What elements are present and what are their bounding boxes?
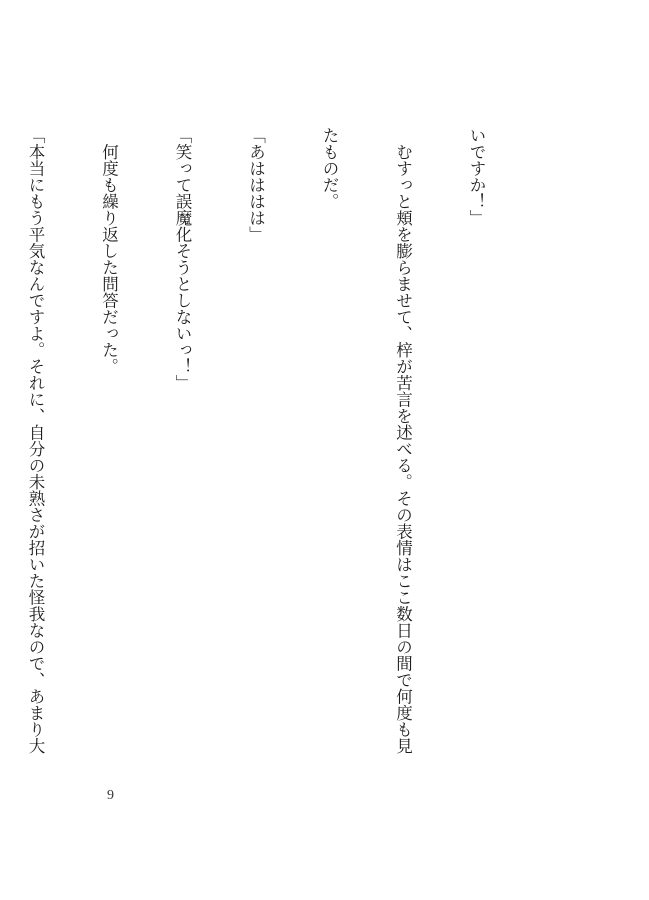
text-column: 「笑って誤魔化そうとしないっ！」 [173,127,192,391]
text-column: むすっと頬を膨らませて、梓が苦言を述べる。その表情はここ数日の間で何度も見 [393,127,413,754]
vertical-text-block [0,127,537,777]
text-column: 「あはははは」 [246,127,266,243]
text-column: 「本当にもう平気なんですよ。それに、自分の未熟さが招いた怪我なので、あまり大 [26,127,45,754]
text-column: たものだ。 [320,127,339,210]
page-number: 9 [107,788,114,803]
text-column: 何度も繰り返した問答だった。 [99,127,119,375]
text-column: いですか！」 [467,127,486,226]
